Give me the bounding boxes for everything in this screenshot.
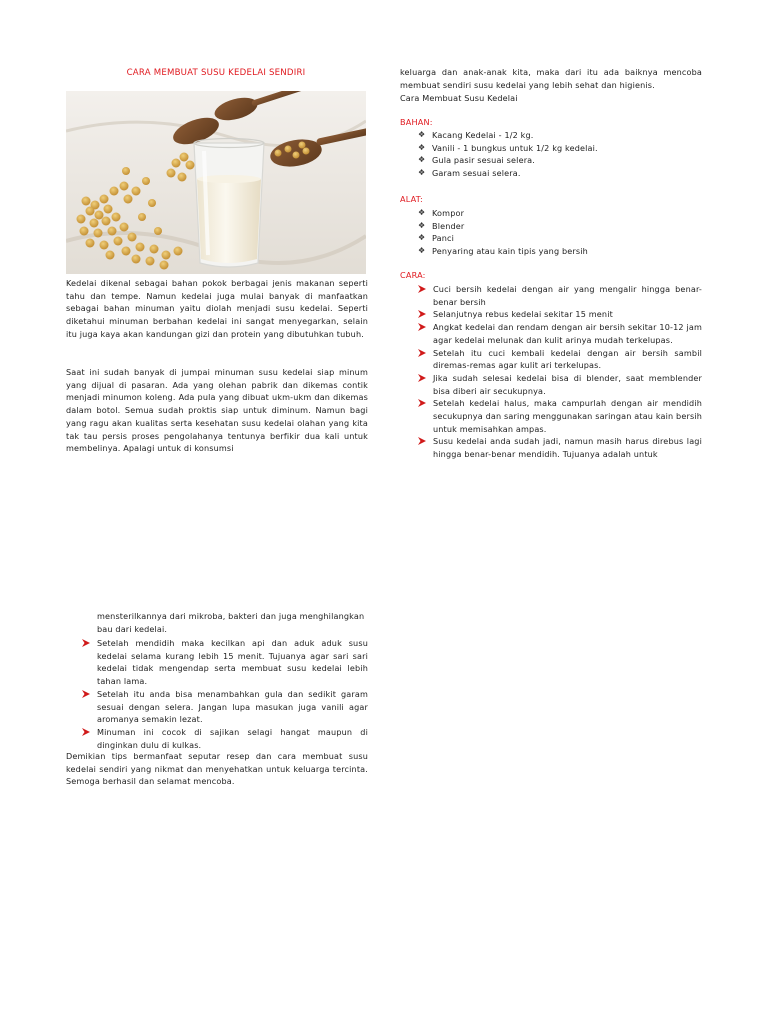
continued-steps-list <box>82 637 368 751</box>
bahan-list <box>418 129 598 180</box>
diamond-bullet-icon: ❖ <box>418 142 426 152</box>
continued-step-text: mensterilkannya dari mikroba, bakteri dan juga menghilangkan bau dari kedelai. <box>97 611 365 634</box>
diamond-bullet-icon: ❖ <box>418 130 426 139</box>
intro-paragraph-1: Kedelai dikenal sebagai bahan pokok berbagai jenis makanan seperti tahu dan tempe. Namun kedelai juga mulai banyak di manfaatkan sebagai bahan minuman yaitu diolah menjadi susu kedelai. Seperti diketahui minuman berbahan kedelai ini sangat menyegarkan, selain itu juga kaya akan kandungan gizi dan protein yang dibutuhkan tubuh. <box>66 278 368 339</box>
list-item: ❖ Kacang Kedelai - 1/2 kg. <box>418 130 534 140</box>
red-arrow-bullet-icon <box>418 437 426 445</box>
list-item: Angkat kedelai dan rendam dengan air bersih sekitar 10-12 jam agar kedelai melunak dan kulit arinya mudah terkelupas. <box>418 321 702 346</box>
bahan-heading: BAHAN: <box>400 117 433 127</box>
red-arrow-bullet-icon <box>418 310 426 318</box>
list-item: ❖ Gula pasir sesuai selera. <box>418 155 536 166</box>
red-arrow-bullet-icon <box>82 728 90 736</box>
right-intro-paragraph: keluarga dan anak-anak kita, maka dari itu ada baiknya mencoba membuat sendiri susu kedelai yang lebih sehat dan higienis. <box>400 67 702 90</box>
red-arrow-bullet-icon <box>418 285 426 293</box>
diamond-bullet-icon: ❖ <box>418 220 426 230</box>
document-title: CARA MEMBUAT SUSU KEDELAI SENDIRI <box>126 68 306 78</box>
list-item: Setelah itu anda bisa menambahkan gula dan sedikit garam sesuai dengan selera. Jangan lupa masukan juga vanili agar aromanya semakin lezat. <box>82 688 368 726</box>
list-item: Susu kedelai anda sudah jadi, namun masih harus direbus lagi hingga benar-benar mendidih. Tujuanya adalah untuk <box>418 435 702 460</box>
list-item: ❖ Panci <box>418 233 455 244</box>
list-item: ❖ Garam sesuai selera. <box>418 168 521 179</box>
list-item: Setelah itu cuci kembali kedelai dengan air bersih sambil diremas-remas agar kulit ari terkelupas. <box>418 347 702 372</box>
closing-paragraph: Demikian tips bermanfaat seputar resep dan cara membuat susu kedelai sendiri yang nikmat dan menyehatkan untuk keluarga tercinta. Semoga berhasil dan selamat mencoba. <box>66 751 368 787</box>
red-arrow-bullet-icon <box>418 323 426 331</box>
list-item: Setelah kedelai halus, maka campurlah dengan air mendidih secukupnya dan saring menggunakan saringan atau kain bersih untuk memisahkan ampas. <box>418 397 702 435</box>
red-arrow-bullet-icon <box>418 399 426 407</box>
cara-heading: CARA: <box>400 270 426 280</box>
cara-steps-list <box>418 283 702 461</box>
recipe-subtitle: Cara Membuat Susu Kedelai <box>400 93 518 103</box>
list-item: Cuci bersih kedelai dengan air yang mengalir hingga benar-benar bersih <box>418 283 702 308</box>
alat-heading: ALAT: <box>400 194 423 204</box>
red-arrow-bullet-icon <box>82 639 90 647</box>
list-item: Selanjutnya rebus kedelai sekitar 15 menit <box>418 308 702 321</box>
diamond-bullet-icon: ❖ <box>418 208 426 217</box>
diamond-bullet-icon: ❖ <box>418 168 426 178</box>
alat-list <box>418 207 588 258</box>
list-item: ❖ Penyaring atau kain tipis yang bersih <box>418 246 588 257</box>
list-item: Setelah mendidih maka kecilkan api dan aduk aduk susu kedelai selama kurang lebih 15 menit. Tujuanya agar sari sari kedelai tidak mengendap serta membuat susu kedelai lebih tahan lama. <box>82 637 368 688</box>
list-item: Jika sudah selesai kedelai bisa di blender, saat memblender bisa diberi air secukupnya. <box>418 372 702 397</box>
diamond-bullet-icon: ❖ <box>418 246 426 256</box>
diamond-bullet-icon: ❖ <box>418 155 426 165</box>
list-item: ❖ Kompor <box>418 208 465 218</box>
soy-milk-photo <box>66 91 366 274</box>
diamond-bullet-icon: ❖ <box>418 233 426 243</box>
red-arrow-bullet-icon <box>418 349 426 357</box>
list-item: Minuman ini cocok di sajikan selagi hangat maupun di dinginkan dulu di kulkas. <box>82 726 368 751</box>
intro-paragraph-2: Saat ini sudah banyak di jumpai minuman susu kedelai siap minum yang dijual di pasaran. Ada yang olehan pabrik dan dikemas contik menjadi minumon koleng. Ada pula yang dibuat ukm-ukm dan dikemas dalam botol. Semua sudah proktis siap untuk diminum. Namun bagi yang ragu akan kualitas serta kesehatan susu kedelai olahan yang kita tak tau persis proses pengolahanya tentunya berfikir dua kali untuk membelinya. Apalagi untuk di konsumsi <box>66 367 368 454</box>
list-item: ❖ Vanili - 1 bungkus untuk 1/2 kg kedelai. <box>418 142 598 153</box>
red-arrow-bullet-icon <box>82 690 90 698</box>
red-arrow-bullet-icon <box>418 374 426 382</box>
list-item: ❖ Blender <box>418 220 465 231</box>
